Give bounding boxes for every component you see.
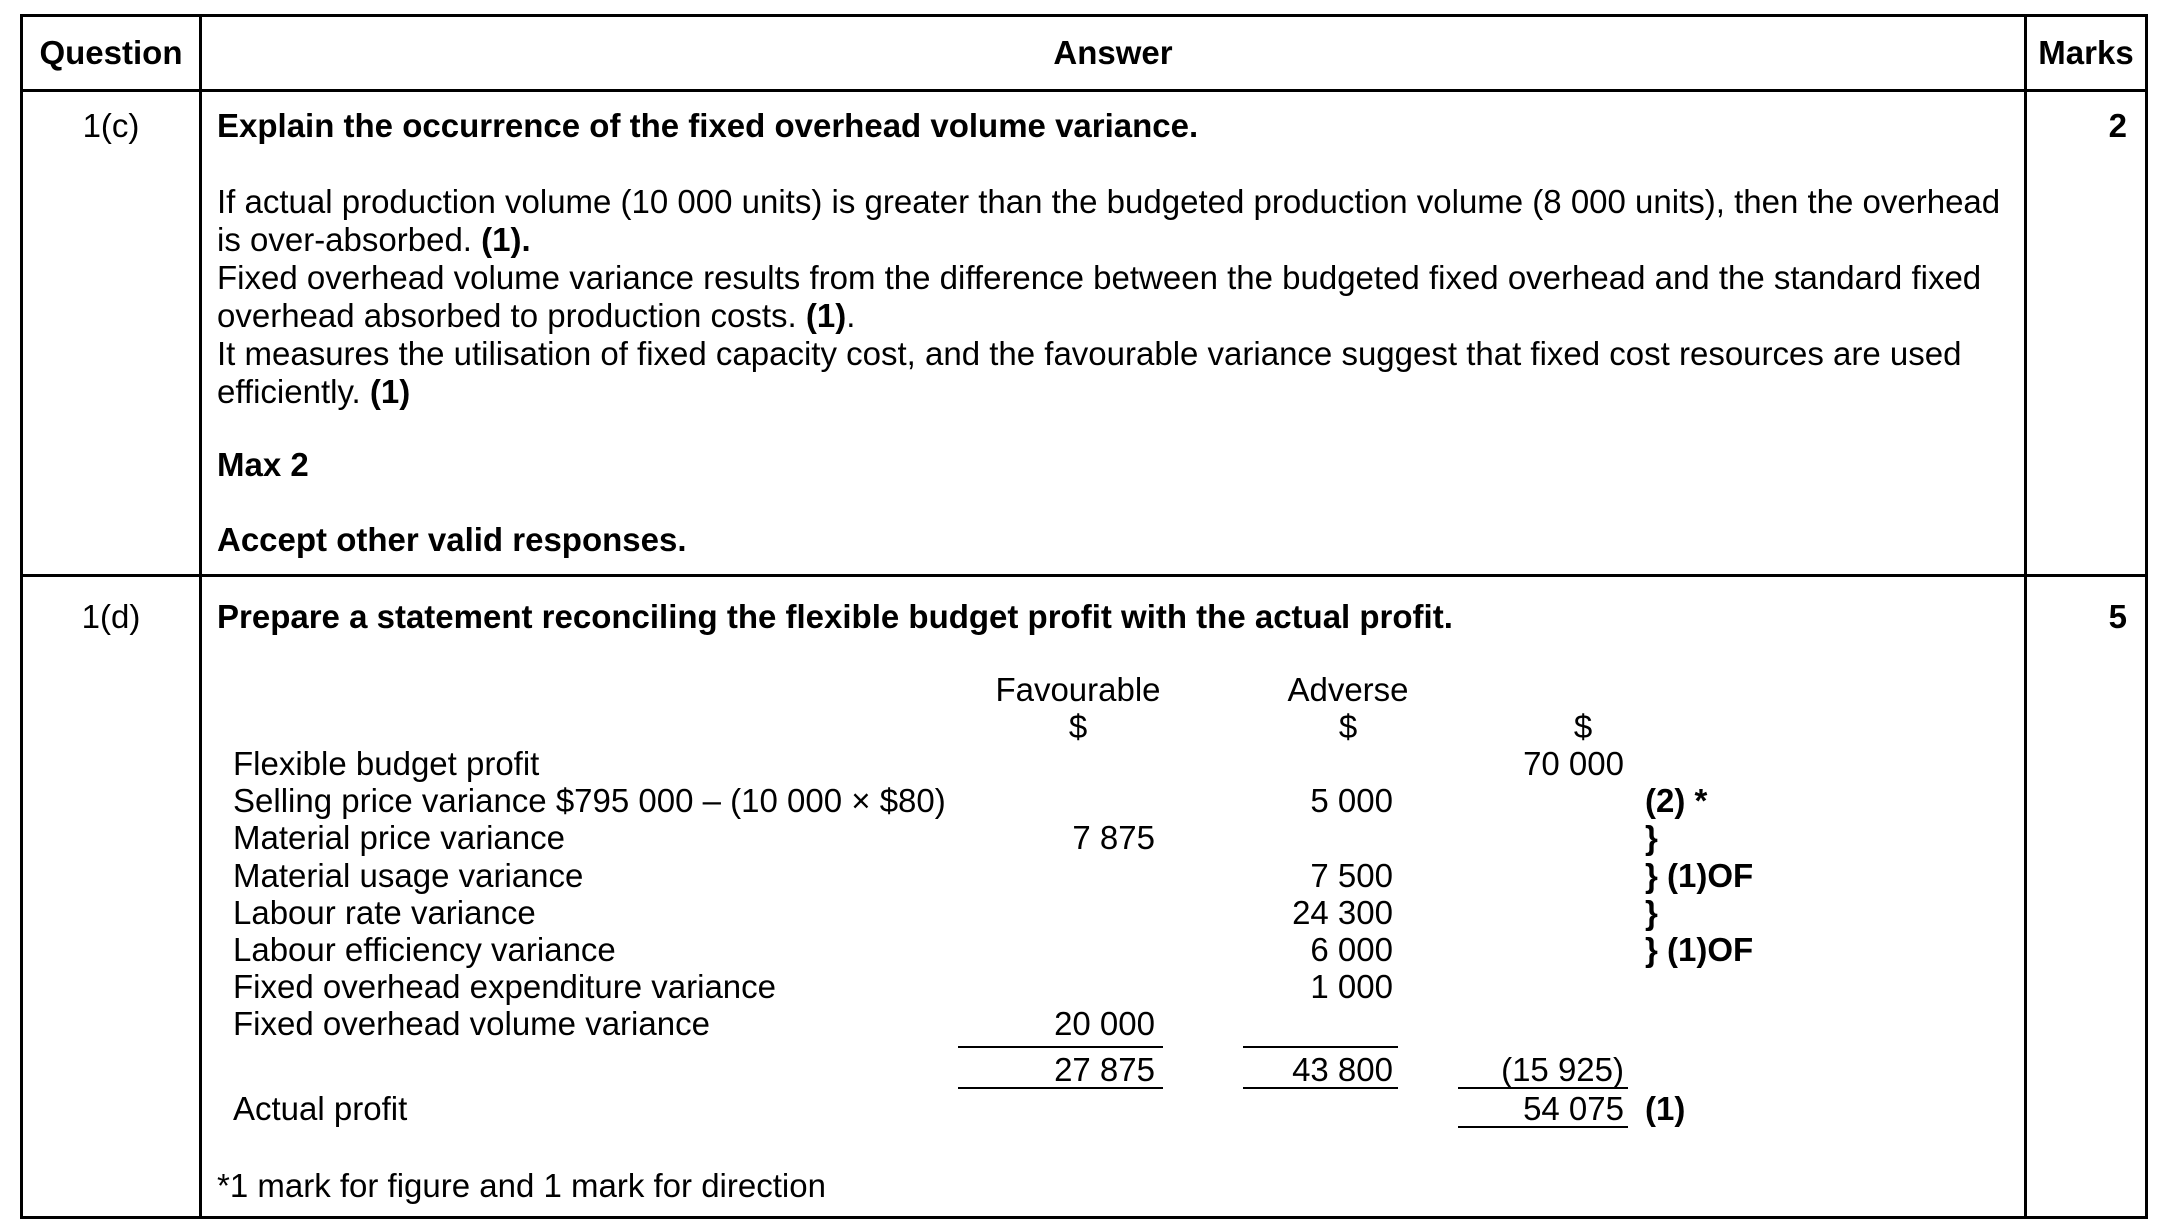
actual-profit-value: 54 075 (1523, 1090, 1624, 1127)
mark-indicator: (1) (369, 373, 411, 410)
column-heading-adverse: Adverse (1287, 671, 1409, 708)
row-label: Fixed overhead expenditure variance (233, 968, 777, 1005)
header-marks: Marks (2038, 34, 2134, 71)
max-marks-note: Max 2 (217, 446, 309, 483)
underline-rule (958, 1046, 1163, 1048)
row-favourable-value: 20 000 (1054, 1005, 1155, 1042)
currency-adverse: $ (1338, 708, 1358, 745)
row-adverse-value: 6 000 (1310, 931, 1393, 968)
answer-paragraph (217, 259, 2017, 335)
marks-1c: 2 (2108, 107, 2127, 144)
underline-rule (1243, 1046, 1398, 1048)
currency-favourable: $ (1068, 708, 1088, 745)
row-mark: } (1)OF (1645, 857, 1754, 894)
paragraph-end: . (846, 297, 856, 334)
mark-indicator: (1). (481, 221, 531, 258)
paragraph-text: It measures the utilisation of fixed capacity cost, and the favourable variance suggest that fixed cost resources are used efficiently. (217, 335, 1962, 410)
row-label: Flexible budget profit (233, 745, 540, 782)
row-mark: } (1)OF (1645, 931, 1754, 968)
accept-note: Accept other valid responses. (217, 521, 687, 558)
question-title-text: Prepare a statement reconciling the flexible budget profit with the actual profit. (217, 598, 1453, 635)
marks-1d: 5 (2108, 598, 2127, 635)
row-label: Material usage variance (233, 857, 584, 894)
row-mark: (2) * (1645, 782, 1708, 819)
row-total-value: 70 000 (1523, 745, 1624, 782)
row-mark: } (1645, 819, 1658, 856)
row-favourable-value: 7 875 (1072, 819, 1155, 856)
row-adverse-value: 24 300 (1292, 894, 1393, 931)
column-heading-favourable: Favourable (995, 671, 1161, 708)
column-divider (2024, 17, 2027, 1216)
row-adverse-value: 7 500 (1310, 857, 1393, 894)
net-variance: (15 925) (1501, 1051, 1624, 1088)
answer-paragraph (217, 183, 2017, 259)
subtotal-favourable: 27 875 (1054, 1051, 1155, 1088)
answer-1c (217, 107, 2017, 559)
header-answer: Answer (1053, 34, 1173, 71)
question-number-1d: 1(d) (81, 598, 141, 635)
actual-profit-mark: (1) (1645, 1090, 1686, 1127)
row-label: Material price variance (233, 819, 565, 856)
footnote: *1 mark for figure and 1 mark for direction (217, 1167, 826, 1204)
question-title-1c: Explain the occurrence of the fixed overhead volume variance. (217, 107, 1199, 144)
row-label: Labour rate variance (233, 894, 536, 931)
row-adverse-value: 5 000 (1310, 782, 1393, 819)
paragraph-text: If actual production volume (10 000 units) is greater than the budgeted production volume (8 000 units), then the overhead is over-absorbed. (217, 183, 2001, 258)
answer-paragraph (217, 335, 2017, 411)
row-label: Fixed overhead volume variance (233, 1005, 710, 1042)
column-divider (199, 17, 202, 1216)
header-question: Question (39, 34, 183, 71)
row-label: Selling price variance $795 000 – (10 000 × $80) (233, 782, 946, 819)
row-divider (23, 574, 2145, 577)
row-adverse-value: 1 000 (1310, 968, 1393, 1005)
paragraph-text: Fixed overhead volume variance results from the difference between the budgeted fixed overhead and the standard fixed overhead absorbed to production costs. (217, 259, 1982, 334)
subtotal-adverse: 43 800 (1292, 1051, 1393, 1088)
row-label: Labour efficiency variance (233, 931, 616, 968)
currency-total: $ (1573, 708, 1593, 745)
question-title-1d (217, 598, 2017, 636)
mark-scheme-table (20, 14, 2148, 1219)
actual-profit-label: Actual profit (233, 1090, 408, 1127)
row-mark: } (1645, 894, 1658, 931)
row-divider (23, 89, 2145, 92)
question-number-1c: 1(c) (82, 107, 140, 144)
mark-indicator: (1) (805, 297, 847, 334)
